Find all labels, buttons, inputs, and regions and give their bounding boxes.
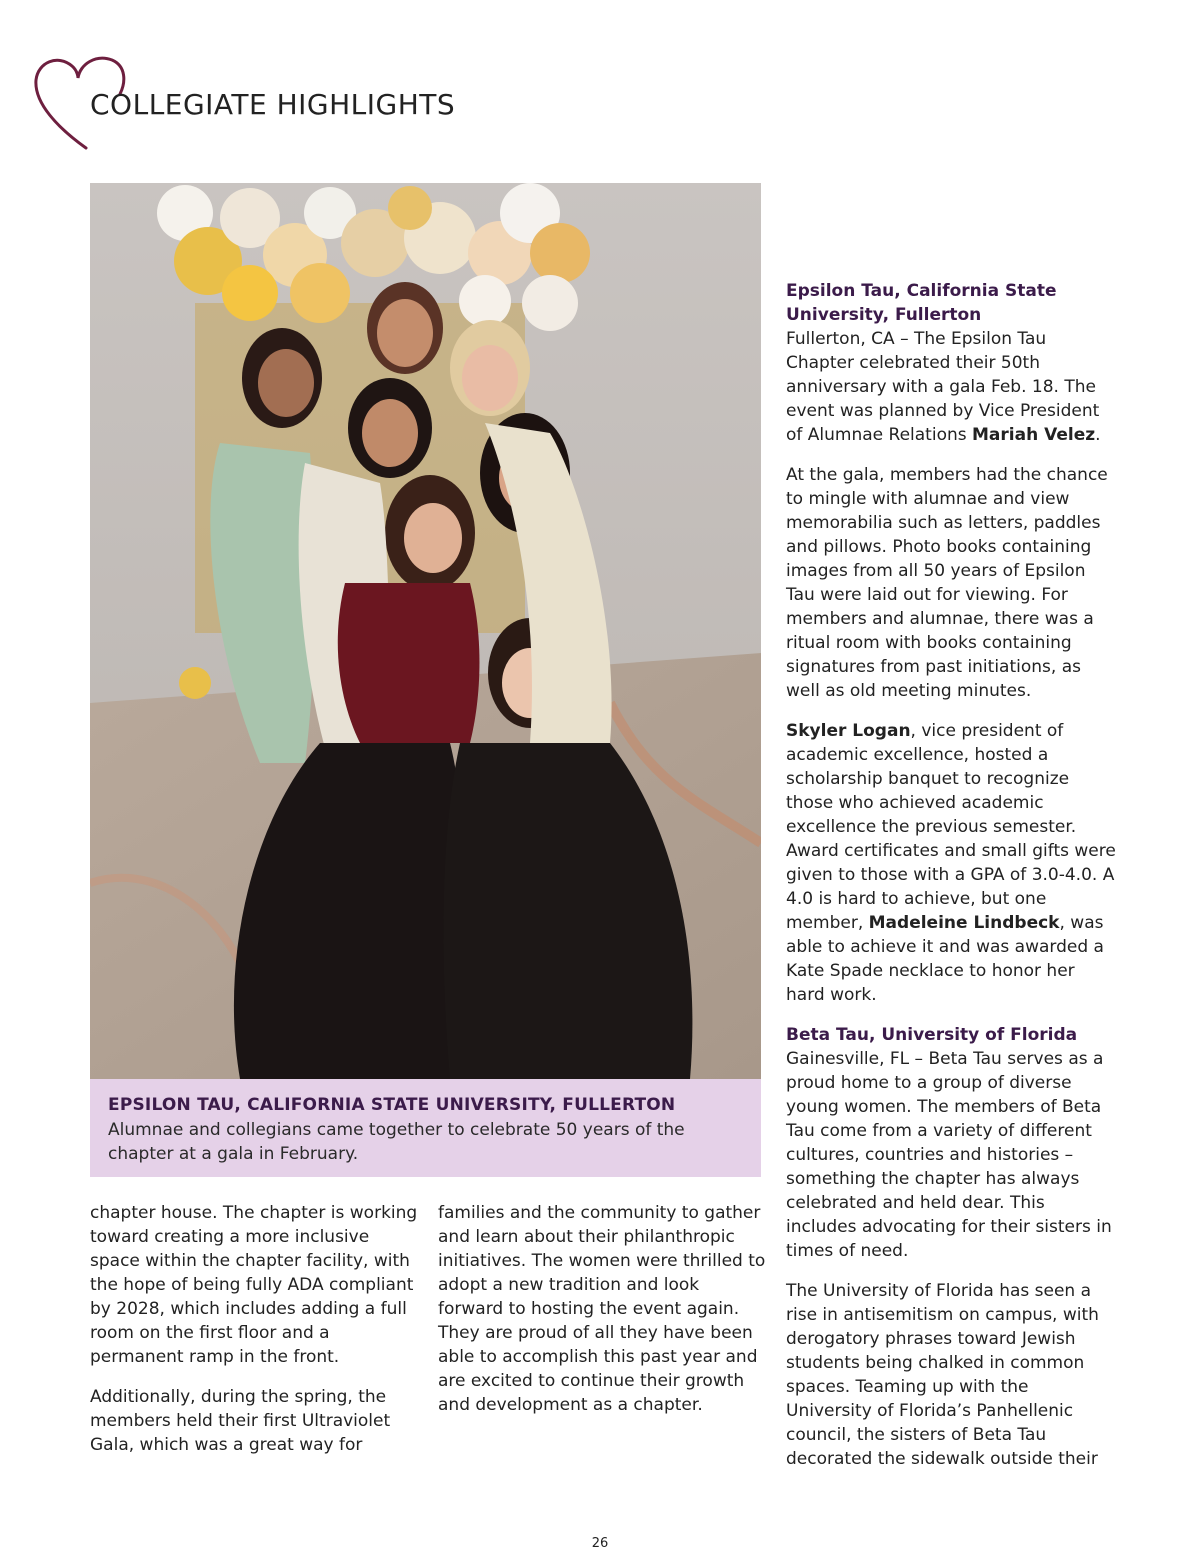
beta-tau-intro xyxy=(786,1023,1116,1263)
beta-tau-paragraph-2: The University of Florida has seen a rise in antisemitism on campus, with derogatory phrases toward Jewish students being chalked in common spaces. Teaming up with the University of Florida’s Panhellenic council, the sisters of Beta Tau decorated the sidewalk outside their xyxy=(786,1281,1099,1469)
caption-text: Alumnae and collegians came together to celebrate 50 years of the chapter at a gala in February. xyxy=(108,1120,685,1164)
left-column xyxy=(90,1201,420,1473)
photo-caption xyxy=(90,1079,761,1177)
epsilon-tau-paragraph-3 xyxy=(786,719,1116,1007)
paragraph-text: , vice president of academic excellence, hosted a scholarship banquet to recognize those who achieved academic excellence the previous semester. Award certificates and small gifts were given to those with a GPA of 3.0-4.0. A 4.0 is hard to achieve, but one member, xyxy=(786,721,1116,933)
right-column xyxy=(786,279,1116,1487)
epsilon-tau-intro xyxy=(786,279,1116,447)
left-paragraph-1: chapter house. The chapter is working toward creating a more inclusive space within the chapter facility, with the hope of being fully ADA compliant by 2028, which includes adding a full room on the first floor and a permanent ramp in the front. xyxy=(90,1203,418,1367)
sentence-end: . xyxy=(1095,425,1101,445)
section-title-beta-tau: Beta Tau, University of Florida xyxy=(786,1025,1078,1045)
left-paragraph-2: Additionally, during the spring, the members held their first Ultraviolet Gala, which was a great way for xyxy=(90,1387,391,1455)
person-name: Madeleine Lindbeck xyxy=(868,913,1060,933)
group-photo xyxy=(90,183,761,1079)
page-number: 26 xyxy=(591,1536,609,1551)
epsilon-tau-paragraph-2: At the gala, members had the chance to mingle with alumnae and view memorabilia such as letters, paddles and pillows. Photo books containing images from all 50 years of Epsilon Tau were laid out for viewing. For members and alumnae, there was a ritual room with books containing signatures from past initiations, as well as old meeting minutes. xyxy=(786,465,1108,701)
person-name: Skyler Logan xyxy=(786,721,911,741)
middle-column xyxy=(438,1201,768,1433)
caption-title: EPSILON TAU, CALIFORNIA STATE UNIVERSITY, FULLERTON xyxy=(108,1095,676,1115)
section-header-title: COLLEGIATE HIGHLIGHTS xyxy=(90,88,456,121)
epsilon-tau-intro-text: Fullerton, CA – The Epsilon Tau Chapter celebrated their 50th anniversary with a gala Feb. 18. The event was planned by Vice President of Alumnae Relations xyxy=(786,329,1100,445)
person-name: Mariah Velez xyxy=(972,425,1096,445)
paragraph-text: , was able to achieve it and was awarded a Kate Spade necklace to honor her hard work. xyxy=(786,913,1104,1005)
middle-paragraph-1: families and the community to gather and learn about their philanthropic initiatives. The women were thrilled to adopt a new tradition and look forward to hosting the event again. They are proud of all they have been able to accomplish this past year and are excited to continue their growth and development as a chapter. xyxy=(438,1203,766,1415)
section-title-epsilon-tau: Epsilon Tau, California State University, Fullerton xyxy=(786,281,1057,325)
beta-tau-intro-text: Gainesville, FL – Beta Tau serves as a proud home to a group of diverse young women. The members of Beta Tau come from a variety of different cultures, countries and histories – something the chapter has always celebrated and held dear. This includes advocating for their sisters in times of need. xyxy=(786,1049,1112,1261)
